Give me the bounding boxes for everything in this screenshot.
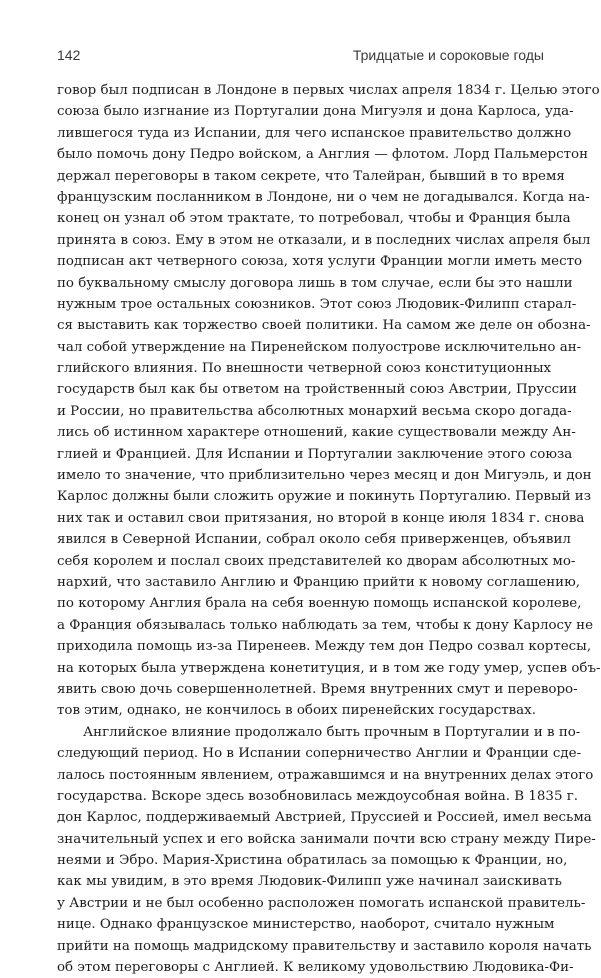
page-number: 142 (57, 47, 81, 63)
text-line: лалось постоянным явлением, отражавшимся и на внутренних делах этого (57, 767, 594, 783)
running-title: Тридцатые и сороковые годы (352, 47, 544, 63)
text-line: было помочь дону Педро войском, а Англия — флотом. Лорд Пальмерстон (57, 147, 589, 163)
text-line: союза было изгнание из Португалии дона Мигуэля и дона Карлоса, уда- (57, 104, 574, 120)
text-line: и России, но правительства абсолютных монархий весьма скоро догада- (57, 403, 572, 419)
running-header (57, 47, 544, 67)
text-line: лившегося туда из Испании, для чего испанское правительство должно (57, 125, 572, 141)
paragraph (57, 80, 601, 722)
text-line: французским посланником в Лондоне, ни о чем не догадывался. Когда на- (57, 189, 590, 205)
text-line: явился в Северной Испании, собрал около себя приверженцев, объявил (57, 532, 571, 548)
text-line: дон Карлос, поддерживаемый Австрией, Пруссией и Россией, имел весьма (57, 810, 592, 826)
text-line: следующий период. Но в Испании соперничество Англии и Франции сде- (57, 746, 582, 762)
text-line: по которому Англия брала на себя военную помощь испанской королеве, (57, 596, 582, 612)
text-line: по буквальному смыслу договора лишь в том случае, если бы это нашли (57, 275, 573, 291)
text-line: на которых была утверждена конетитуция, и в том же году умер, успев объ- (57, 660, 601, 676)
text-line: подписан акт четверного союза, хотя услуги Франции могли иметь место (57, 254, 583, 270)
text-line: неями и Эбро. Мария-Христина обратилась за помощью к Франции, но, (57, 853, 568, 869)
body-text (57, 80, 601, 978)
text-line: держал переговоры в таком секрете, что Талейран, бывший в то время (57, 168, 565, 184)
text-line: а Франция обязывалась только наблюдать за тем, чтобы к дону Карлосу не (57, 617, 594, 633)
text-line: нице. Однако французское министерство, наоборот, считало нужным (57, 917, 555, 933)
text-line: об этом переговоры с Англией. К великому удовольствию Людовика-Фи- (57, 960, 574, 976)
text-line: конец он узнал об этом трактате, то потребовал, чтобы и Франция была (57, 211, 571, 227)
text-line: лись об истинном характере отношений, какие существовали между Ан- (57, 425, 576, 441)
text-line: нархий, что заставило Англию и Францию прийти к новому соглашению, (57, 574, 580, 590)
text-line: ся выставить как торжество своей политики. На самом же деле он обозна- (57, 318, 591, 334)
text-line: принята в союз. Ему в этом не отказали, и в последних числах апреля был (57, 232, 591, 248)
text-line: явить свою дочь совершеннолетней. Время внутренних смут и переворо- (57, 681, 578, 697)
text-line: глией и Францией. Для Испании и Португалии заключение этого союза (57, 446, 573, 462)
text-line: нужным трое остальных союзников. Этот союз Людовик-Филипп старал- (57, 296, 577, 312)
text-line: них так и оставил свои притязания, но второй в конце июля 1834 г. снова (57, 510, 585, 526)
text-line: тов этим, однако, не кончилось в обоих пиренейских государствах. (57, 703, 536, 719)
text-line: государства. Вскоре здесь возобновилась междоусобная война. В 1835 г. (57, 788, 578, 804)
text-line: глийского влияния. По внешности четверной союз конституционных (57, 361, 552, 377)
text-line: говор был подписан в Лондоне в первых числах апреля 1834 г. Целью этого (57, 83, 600, 98)
text-line: значительный успех и его войска занимали почти всю страну между Пире- (57, 831, 596, 847)
paragraph (57, 722, 596, 978)
text-line: приходила помощь из-за Пиренеев. Между тем дон Педро созвал кортесы, (57, 639, 592, 655)
text-line: государств был как бы ответом на тройственный союз Австрии, Пруссии (57, 382, 577, 398)
text-line: себя королем и послал своих представителей ко дворам абсолютных мо- (57, 553, 576, 569)
text-line: чал собой утверждение на Пиренейском полуострове исключительно ан- (57, 339, 582, 355)
text-line: как мы увидим, в это время Людовик-Филипп уже начинал заискивать (57, 874, 562, 890)
text-line: Английское влияние продолжало быть прочным в Португалии и в по- (83, 724, 581, 740)
text-line: имело то значение, что приблизительно через месяц и дон Мигуэль, и дон (57, 468, 592, 484)
text-line: прийти на помощь мадридскому правительству и заставило короля начать (57, 938, 592, 954)
text-line: Карлос должны были сложить оружие и покинуть Португалию. Первый из (57, 489, 592, 505)
text-line: у Австрии и не был особенно расположен помогать испанской правитель- (57, 895, 586, 911)
